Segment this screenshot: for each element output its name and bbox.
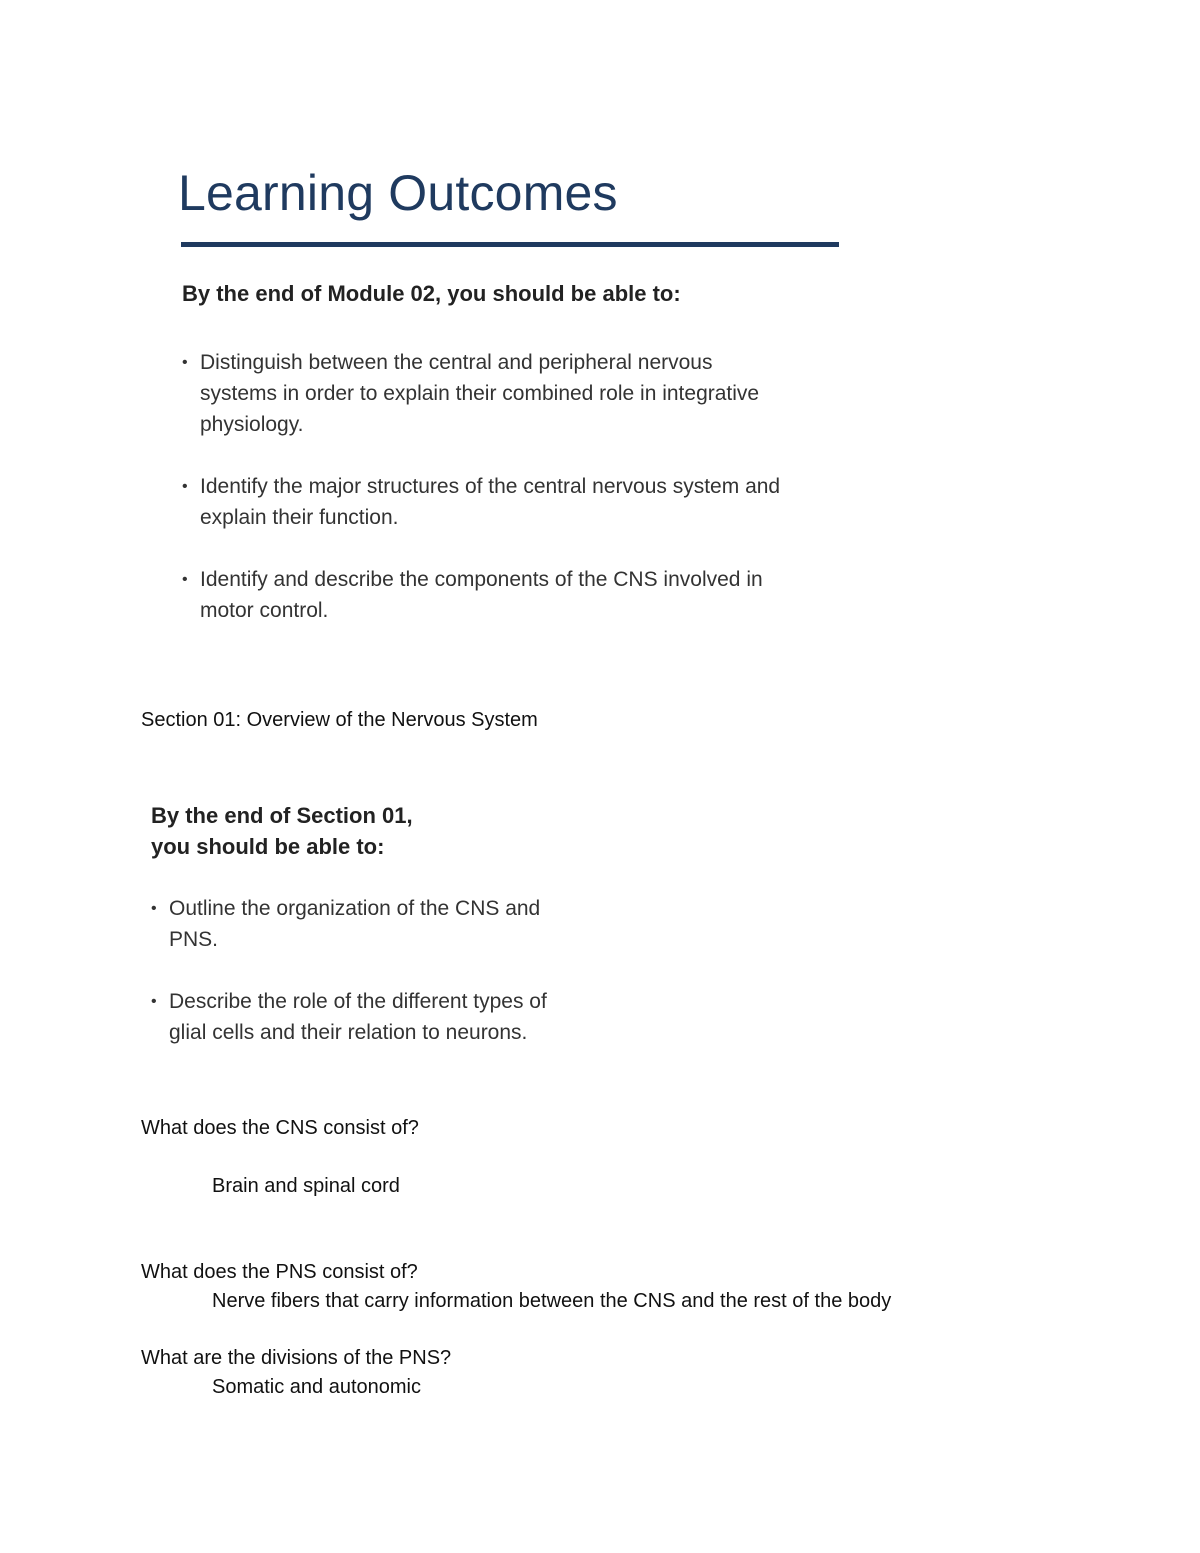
list-item: • Describe the role of the different types of glial cells and their relation to neurons.	[151, 986, 571, 1048]
list-item: • Identify and describe the components of the CNS involved in motor control.	[182, 564, 782, 626]
section-heading: Section 01: Overview of the Nervous System	[141, 709, 538, 731]
section-outcomes-list	[151, 893, 571, 1079]
answer-pns-divisions: Somatic and autonomic	[212, 1376, 422, 1398]
answer-pns: Nerve fibers that carry information between the CNS and the rest of the body	[212, 1290, 892, 1312]
question-pns-divisions: What are the divisions of the PNS?	[141, 1347, 452, 1369]
question-cns: What does the CNS consist of?	[141, 1117, 419, 1139]
title-underline	[181, 242, 839, 247]
list-item: • Outline the organization of the CNS and PNS.	[151, 893, 571, 955]
answer-cns: Brain and spinal cord	[212, 1175, 400, 1197]
question-pns: What does the PNS consist of?	[141, 1261, 418, 1283]
section-subheading-line: By the end of Section 01,	[151, 803, 413, 828]
module-outcomes-subheading: By the end of Module 02, you should be able to:	[182, 281, 681, 306]
section-subheading-line: you should be able to:	[151, 834, 385, 859]
list-item: • Distinguish between the central and peripheral nervous systems in order to explain their combined role in integrative physiology.	[182, 347, 782, 440]
section-outcomes-subheading	[151, 800, 413, 862]
list-item: • Identify the major structures of the central nervous system and explain their function.	[182, 471, 782, 533]
page-title: Learning Outcomes	[178, 165, 618, 221]
module-outcomes-list	[182, 347, 782, 657]
